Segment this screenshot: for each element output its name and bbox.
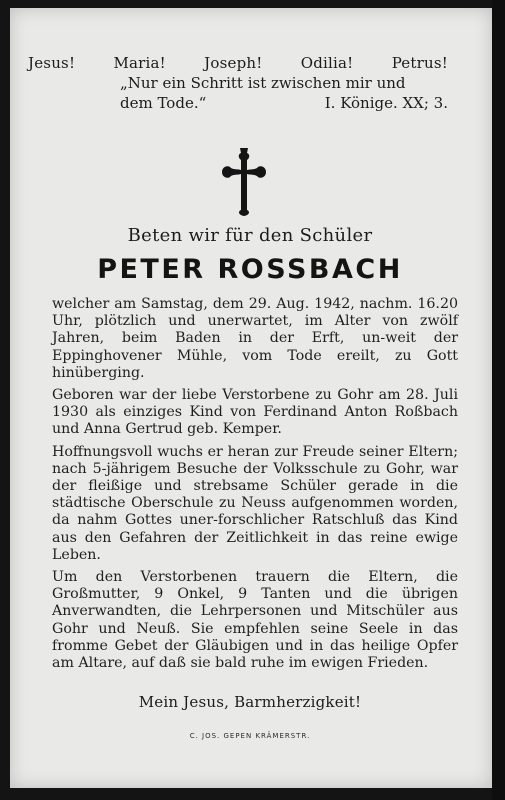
paragraph-mourners: Um den Verstorbenen trauern die Eltern, die Großmutter, 9 Onkel, 9 Tanten und die übrigen Anverwandten, die Lehrpersonen und Mitschüler aus Gohr und Neuß. Sie empfehlen seine Seele in das fromme Gebet der Gläubigen und in das heilige Opfer am Altare, auf daß sie bald ruhe im ewigen Frieden.: [52, 569, 458, 672]
invocation-jesus: Jesus!: [28, 54, 76, 72]
biography-text: [52, 296, 458, 677]
invocation-odilia: Odilia!: [300, 54, 354, 72]
bible-quote: [120, 73, 448, 113]
scan-edge: [492, 0, 505, 800]
invocation-line: [28, 54, 448, 72]
quote-line-2: dem Tode.“: [120, 94, 207, 112]
invocation-joseph: Joseph!: [204, 54, 263, 72]
printer-imprint: C. JOS. GEPEN KRÄMERSTR.: [189, 732, 311, 740]
quote-line-2-row: [120, 93, 448, 113]
prayer-heading: Beten wir für den Schüler: [127, 225, 373, 246]
quote-line-1: „Nur ein Schritt ist zwischen mir und: [120, 74, 406, 92]
paragraph-death: welcher am Samstag, dem 29. Aug. 1942, nachm. 16.20 Uhr, plötzlich und unerwartet, im Alter von zwölf Jahren, beim Baden in der Erft, un-weit der Eppinghovener Mühle, vom Tode ereilt, zu Gott hinüberging.: [52, 296, 458, 381]
quote-source: I. Könige. XX; 3.: [324, 94, 448, 112]
invocation-maria: Maria!: [113, 54, 166, 72]
latin-cross-icon: [222, 148, 266, 216]
paragraph-birth: Geboren war der liebe Verstorbene zu Gohr am 28. Juli 1930 als einziges Kind von Ferdinand Anton Roßbach und Anna Gertrud geb. Kemper.: [52, 387, 458, 438]
deceased-name: PETER ROSSBACH: [97, 254, 403, 285]
invocation-petrus: Petrus!: [391, 54, 448, 72]
closing-prayer: Mein Jesus, Barmherzigkeit!: [138, 693, 362, 711]
paragraph-life: Hoffnungsvoll wuchs er heran zur Freude seiner Eltern; nach 5-jährigem Besuche der Volksschule zu Gohr, war der fleißige und strebsame Schüler gerade in die städtische Oberschule zu Neuss aufgenommen worden, da nahm Gottes uner-forschlicher Ratschluß das Kind aus den Gefahren der Zeitlichkeit in das reine ewige Leben.: [52, 443, 458, 563]
